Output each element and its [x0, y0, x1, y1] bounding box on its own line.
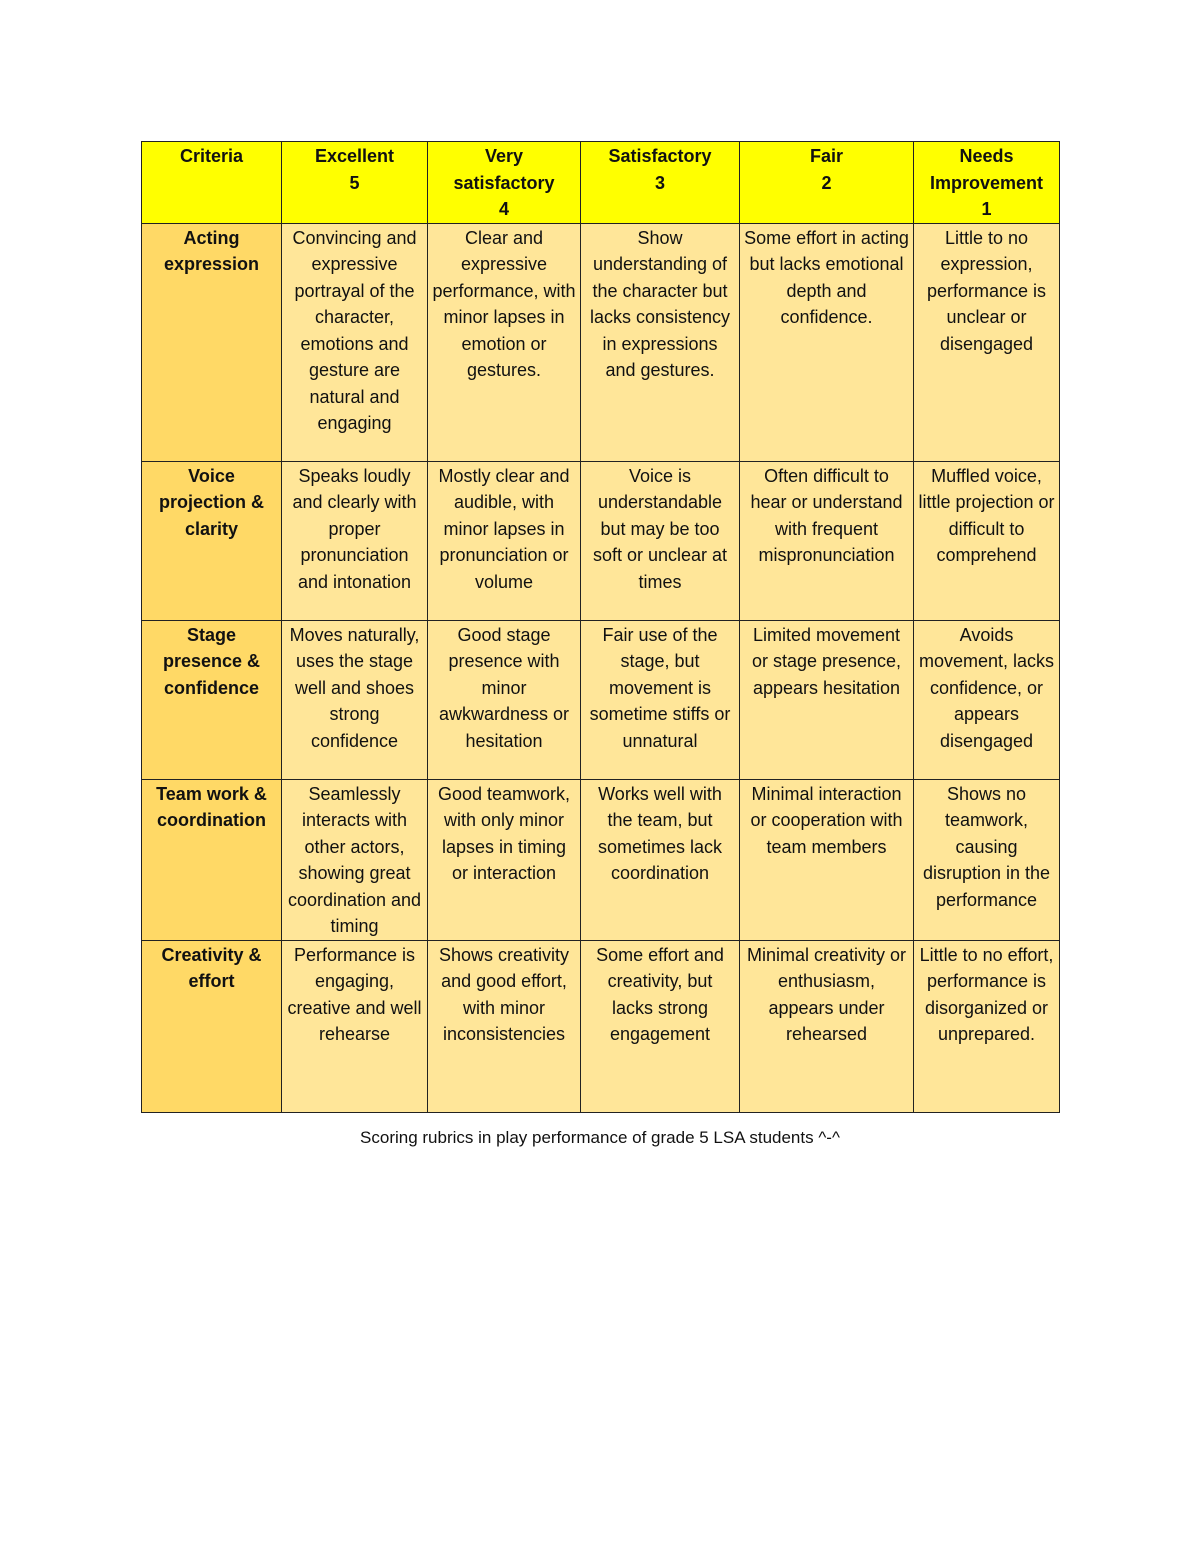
header-satisfactory — [581, 142, 740, 224]
criterion-cell: Voice projection & clarity — [142, 461, 282, 620]
rubric-cell: Voice is understandable but may be too soft or unclear at times — [581, 461, 740, 620]
rubric-cell: Little to no effort, performance is disorganized or unprepared. — [914, 940, 1060, 1112]
rubric-cell: Performance is engaging, creative and well rehearse — [282, 940, 428, 1112]
header-needs-improvement — [914, 142, 1060, 224]
table-row — [142, 223, 1060, 461]
criterion-cell: Team work & coordination — [142, 779, 282, 940]
rubric-cell: Some effort and creativity, but lacks strong engagement — [581, 940, 740, 1112]
rubric-cell: Mostly clear and audible, with minor lapses in pronunciation or volume — [428, 461, 581, 620]
header-label: Criteria — [179, 146, 244, 166]
table-row — [142, 620, 1060, 779]
header-criteria — [142, 142, 282, 224]
table-row — [142, 940, 1060, 1112]
rubric-cell: Seamlessly interacts with other actors, showing great coordination and timing — [282, 779, 428, 940]
rubric-cell: Some effort in acting but lacks emotional depth and confidence. — [740, 223, 914, 461]
rubric-cell: Minimal interaction or cooperation with team members — [740, 779, 914, 940]
header-fair — [740, 142, 914, 224]
header-row — [142, 142, 1060, 224]
criterion-cell: Stage presence & confidence — [142, 620, 282, 779]
header-label: Very satisfactory — [453, 146, 555, 193]
header-label: Excellent — [314, 146, 395, 166]
header-score: 4 — [498, 199, 509, 219]
rubric-cell: Fair use of the stage, but movement is sometime stiffs or unnatural — [581, 620, 740, 779]
rubric-cell: Convincing and expressive portrayal of the character, emotions and gesture are natural and engaging — [282, 223, 428, 461]
rubric-cell: Good teamwork, with only minor lapses in timing or interaction — [428, 779, 581, 940]
rubric-cell: Often difficult to hear or understand with frequent mispronunciation — [740, 461, 914, 620]
rubric-cell: Moves naturally, uses the stage well and shoes strong confidence — [282, 620, 428, 779]
rubric-table — [141, 141, 1060, 1113]
criterion-cell: Creativity & effort — [142, 940, 282, 1112]
rubric-cell: Works well with the team, but sometimes lack coordination — [581, 779, 740, 940]
header-score: 3 — [654, 172, 665, 193]
header-very-satisfactory — [428, 142, 581, 224]
table-row — [142, 461, 1060, 620]
header-score: 5 — [349, 172, 360, 193]
header-label: Needs Improvement — [929, 146, 1044, 193]
rubric-cell: Minimal creativity or enthusiasm, appears under rehearsed — [740, 940, 914, 1112]
rubric-cell: Good stage presence with minor awkwardness or hesitation — [428, 620, 581, 779]
header-score: 2 — [821, 172, 832, 193]
header-score: 1 — [981, 199, 992, 219]
rubric-cell: Avoids movement, lacks confidence, or appears disengaged — [914, 620, 1060, 779]
criterion-cell: Acting expression — [142, 223, 282, 461]
table-row — [142, 779, 1060, 940]
rubric-cell: Muffled voice, little projection or difficult to comprehend — [914, 461, 1060, 620]
header-label: Satisfactory — [608, 146, 712, 166]
rubric-cell: Limited movement or stage presence, appears hesitation — [740, 620, 914, 779]
table-caption: Scoring rubrics in play performance of grade 5 LSA students ^-^ — [360, 1128, 840, 1147]
rubric-cell: Shows no teamwork, causing disruption in the performance — [914, 779, 1060, 940]
header-label: Fair — [809, 146, 843, 166]
header-excellent — [282, 142, 428, 224]
rubric-cell: Show understanding of the character but lacks consistency in expressions and gestures. — [581, 223, 740, 461]
rubric-cell: Little to no expression, performance is unclear or disengaged — [914, 223, 1060, 461]
rubric-cell: Shows creativity and good effort, with minor inconsistencies — [428, 940, 581, 1112]
rubric-cell: Speaks loudly and clearly with proper pronunciation and intonation — [282, 461, 428, 620]
rubric-cell: Clear and expressive performance, with minor lapses in emotion or gestures. — [428, 223, 581, 461]
